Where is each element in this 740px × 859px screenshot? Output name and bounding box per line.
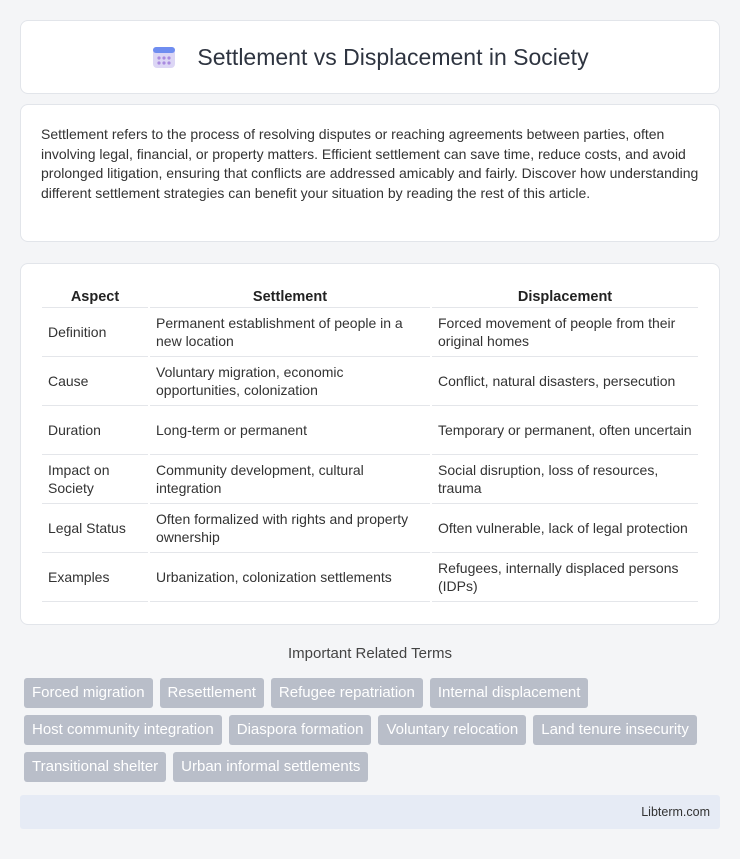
related-term-tag[interactable]: Voluntary relocation <box>378 715 526 745</box>
table-cell: Community development, cultural integration <box>150 455 430 504</box>
related-term-tag[interactable]: Internal displacement <box>430 678 589 708</box>
intro-card <box>20 104 720 242</box>
table-row <box>42 357 698 406</box>
comparison-table <box>40 282 700 602</box>
table-row <box>42 308 698 357</box>
table-row <box>42 504 698 553</box>
column-header-aspect: Aspect <box>42 282 148 308</box>
table-cell: Legal Status <box>42 504 148 553</box>
related-terms-title: Important Related Terms <box>288 645 452 662</box>
related-term-tag[interactable]: Refugee repatriation <box>271 678 423 708</box>
table-cell: Impact on Society <box>42 455 148 504</box>
table-cell: Long-term or permanent <box>150 406 430 455</box>
related-term-tag[interactable]: Diaspora formation <box>229 715 372 745</box>
table-cell: Voluntary migration, economic opportunities, colonization <box>150 357 430 406</box>
table-row <box>42 406 698 455</box>
related-term-tag[interactable]: Host community integration <box>24 715 222 745</box>
related-term-tag[interactable]: Land tenure insecurity <box>533 715 697 745</box>
related-term-tag[interactable]: Transitional shelter <box>24 752 166 782</box>
related-terms-list <box>24 678 724 789</box>
table-cell: Cause <box>42 357 148 406</box>
related-term-tag[interactable]: Resettlement <box>160 678 264 708</box>
column-header-settlement: Settlement <box>150 282 430 308</box>
table-row <box>42 553 698 602</box>
table-cell: Permanent establishment of people in a new location <box>150 308 430 357</box>
table-cell: Temporary or permanent, often uncertain <box>432 406 698 455</box>
related-term-tag[interactable]: Forced migration <box>24 678 153 708</box>
table-cell: Urbanization, colonization settlements <box>150 553 430 602</box>
comparison-table-card <box>20 263 720 625</box>
table-cell: Conflict, natural disasters, persecution <box>432 357 698 406</box>
header-card <box>20 20 720 94</box>
footer <box>20 795 720 829</box>
calendar-grid-icon <box>151 44 177 70</box>
page-title: Settlement vs Displacement in Society <box>197 43 589 70</box>
related-term-tag[interactable]: Urban informal settlements <box>173 752 368 782</box>
intro-text: Settlement refers to the process of resolving disputes or reaching agreements between parties, often involving legal, financial, or property matters. Efficient settlement can save time, reduce costs, and avoid prolonged litigation, ensuring that conflicts are addressed amicably and fairly. Discover how understanding different settlement strategies can benefit your situation by reading the rest of this article. <box>41 126 699 201</box>
table-cell: Social disruption, loss of resources, trauma <box>432 455 698 504</box>
table-cell: Refugees, internally displaced persons (IDPs) <box>432 553 698 602</box>
table-cell: Definition <box>42 308 148 357</box>
table-cell: Forced movement of people from their original homes <box>432 308 698 357</box>
table-cell: Examples <box>42 553 148 602</box>
table-header-row <box>42 282 698 308</box>
column-header-displacement: Displacement <box>432 282 698 308</box>
table-cell: Often formalized with rights and property ownership <box>150 504 430 553</box>
table-cell: Duration <box>42 406 148 455</box>
footer-site-link[interactable]: Libterm.com <box>641 805 710 819</box>
table-row <box>42 455 698 504</box>
table-cell: Often vulnerable, lack of legal protection <box>432 504 698 553</box>
